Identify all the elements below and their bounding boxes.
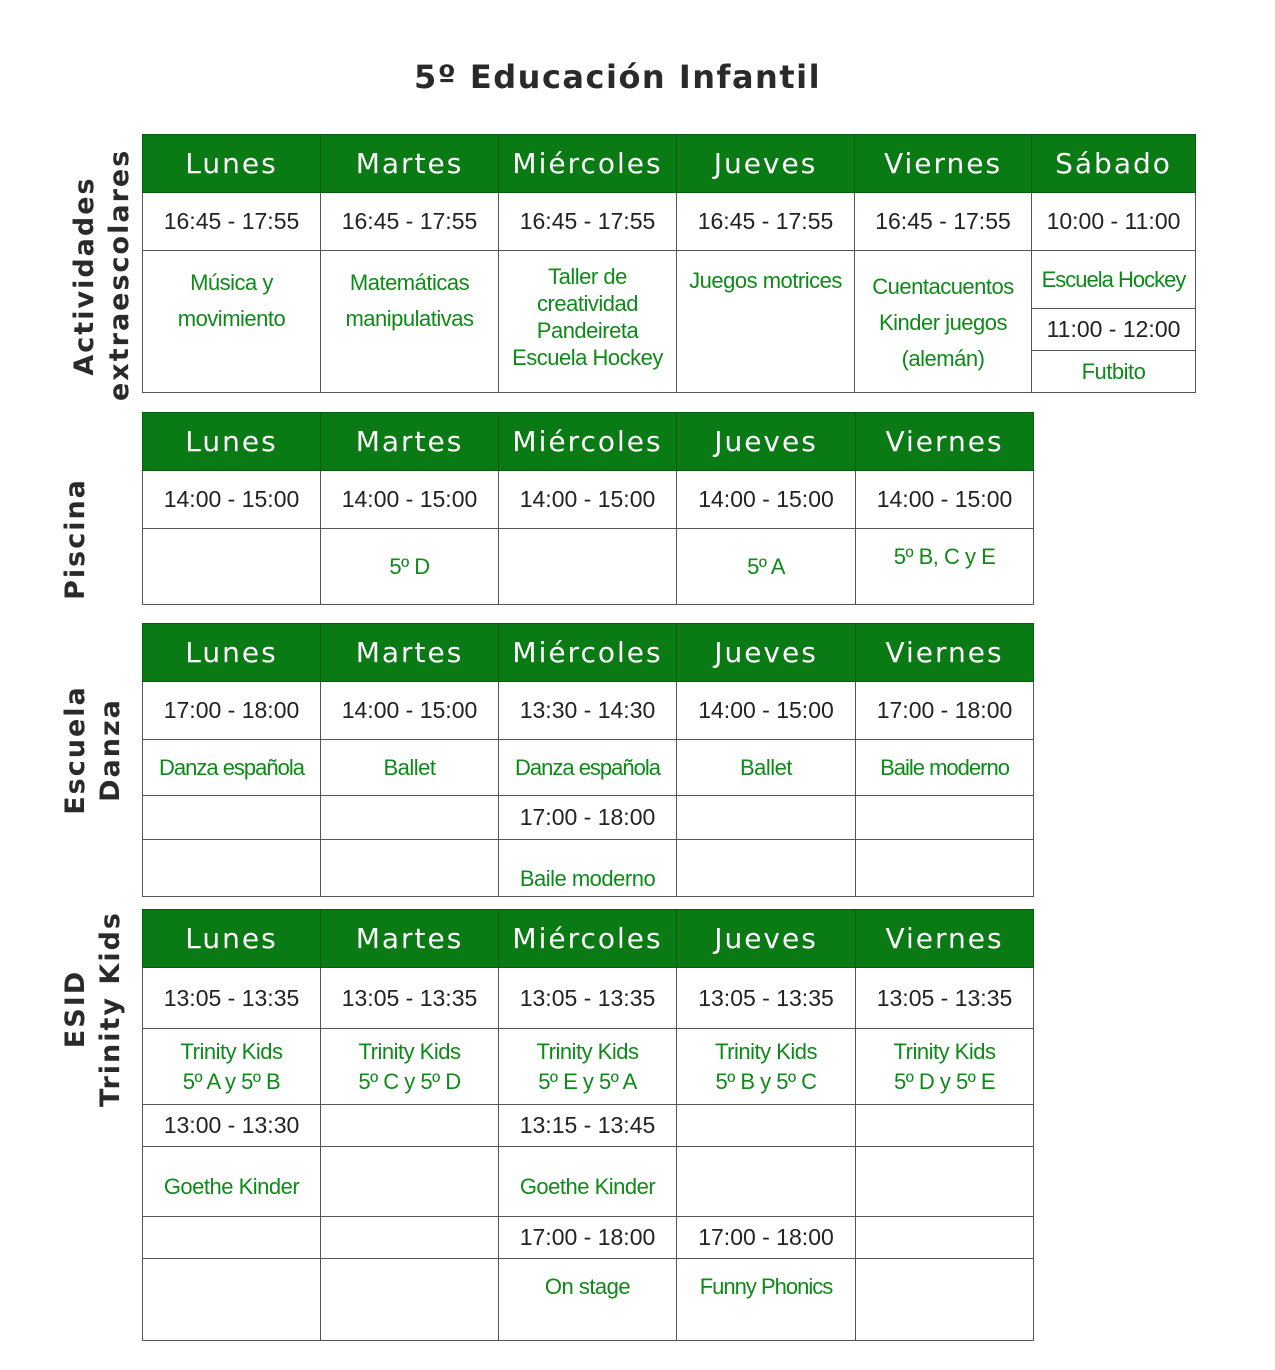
section-label-actividades: Actividades extraescolares — [69, 148, 135, 401]
activity-cell — [856, 840, 1034, 897]
header-lunes: Lunes — [143, 624, 321, 682]
time-cell — [856, 1105, 1034, 1147]
time-cell: 13:00 - 13:30 — [143, 1105, 321, 1147]
activity-cell: Funny Phonics — [677, 1259, 856, 1341]
group-cell — [143, 529, 321, 605]
time-cell: 16:45 - 17:55 — [321, 193, 499, 251]
header-miercoles: Miércoles — [499, 624, 677, 682]
header-miercoles: Miércoles — [499, 910, 677, 968]
activity-cell — [856, 1259, 1034, 1341]
time-cell: 17:00 - 18:00 — [143, 682, 321, 740]
activity-cell: Ballet — [321, 740, 499, 796]
time-cell: 16:45 - 17:55 — [143, 193, 321, 251]
header-sabado: Sábado — [1032, 135, 1196, 193]
activity-cell: Cuentacuentos Kinder juegos (alemán) — [855, 251, 1032, 393]
header-martes: Martes — [321, 413, 499, 471]
time-cell — [143, 796, 321, 840]
header-miercoles: Miércoles — [499, 413, 677, 471]
time-cell: 17:00 - 18:00 — [499, 796, 677, 840]
group-cell: 5º B, C y E — [856, 529, 1034, 605]
header-miercoles: Miércoles — [499, 135, 677, 193]
page-title: 5º Educación Infantil — [413, 58, 822, 96]
section-label-piscina: Piscina — [60, 478, 91, 600]
header-martes: Martes — [321, 624, 499, 682]
group-cell — [499, 529, 677, 605]
time-cell: 13:05 - 13:35 — [677, 968, 856, 1029]
time-cell: 13:05 - 13:35 — [143, 968, 321, 1029]
header-viernes: Viernes — [856, 910, 1034, 968]
activity-cell: Trinity Kids 5º D y 5º E — [856, 1029, 1034, 1105]
header-viernes: Viernes — [855, 135, 1032, 193]
activity-cell: Ballet — [677, 740, 856, 796]
time-cell — [321, 796, 499, 840]
time-cell: 16:45 - 17:55 — [499, 193, 677, 251]
time-cell: 13:05 - 13:35 — [856, 968, 1034, 1029]
activity-cell: Danza española — [143, 740, 321, 796]
activity-cell — [321, 1259, 499, 1341]
activity-cell — [321, 1147, 499, 1217]
activity-cell — [677, 1147, 856, 1217]
activity-cell — [677, 840, 856, 897]
header-lunes: Lunes — [143, 413, 321, 471]
activity-cell: Baile moderno — [499, 840, 677, 897]
time-cell — [856, 1217, 1034, 1259]
activity-cell: Trinity Kids 5º B y 5º C — [677, 1029, 856, 1105]
time-cell: 17:00 - 18:00 — [677, 1217, 856, 1259]
table-actividades — [142, 134, 1196, 393]
time-cell: 16:45 - 17:55 — [677, 193, 855, 251]
activity-cell: Taller de creatividad Pandeireta Escuela Hockey — [499, 251, 677, 393]
activity-cell — [143, 1259, 321, 1341]
table-esid — [142, 909, 1034, 1341]
table-danza — [142, 623, 1034, 897]
activity-cell: Matemáticas manipulativas — [321, 251, 499, 393]
activity-cell: Goethe Kinder — [499, 1147, 677, 1217]
time-cell: 13:05 - 13:35 — [321, 968, 499, 1029]
activity-cell — [321, 840, 499, 897]
time-cell: 16:45 - 17:55 — [855, 193, 1032, 251]
section-label-danza: Escuela Danza — [60, 685, 126, 815]
activity-cell: Juegos motrices — [677, 251, 855, 393]
time-cell: 17:00 - 18:00 — [499, 1217, 677, 1259]
group-cell: 5º D — [321, 529, 499, 605]
time-cell: 14:00 - 15:00 — [677, 682, 856, 740]
header-martes: Martes — [321, 135, 499, 193]
header-viernes: Viernes — [856, 413, 1034, 471]
header-jueves: Jueves — [677, 413, 856, 471]
header-jueves: Jueves — [677, 624, 856, 682]
header-viernes: Viernes — [856, 624, 1034, 682]
activity-cell: Trinity Kids 5º C y 5º D — [321, 1029, 499, 1105]
header-jueves: Jueves — [677, 135, 855, 193]
activity-cell — [856, 1147, 1034, 1217]
header-martes: Martes — [321, 910, 499, 968]
activity-cell: Baile moderno — [856, 740, 1034, 796]
time-cell — [143, 1217, 321, 1259]
time-cell — [321, 1105, 499, 1147]
activity-cell: Goethe Kinder — [143, 1147, 321, 1217]
activity-cell: Música y movimiento — [143, 251, 321, 393]
time-cell: 13:05 - 13:35 — [499, 968, 677, 1029]
time-cell — [321, 1217, 499, 1259]
time-cell: 10:00 - 11:00 — [1032, 193, 1196, 251]
time-cell: 14:00 - 15:00 — [677, 471, 856, 529]
activity-cell: Escuela Hockey — [1032, 251, 1196, 309]
time-cell — [677, 796, 856, 840]
time-cell: 13:30 - 14:30 — [499, 682, 677, 740]
table-piscina — [142, 412, 1034, 605]
activity-cell: Danza española — [499, 740, 677, 796]
activity-cell — [143, 840, 321, 897]
time-cell: 17:00 - 18:00 — [856, 682, 1034, 740]
time-cell — [856, 796, 1034, 840]
group-cell: 5º A — [677, 529, 856, 605]
header-jueves: Jueves — [677, 910, 856, 968]
time-cell: 13:15 - 13:45 — [499, 1105, 677, 1147]
time-cell: 14:00 - 15:00 — [499, 471, 677, 529]
time-cell: 14:00 - 15:00 — [143, 471, 321, 529]
activity-cell: Trinity Kids 5º A y 5º B — [143, 1029, 321, 1105]
activity-cell: On stage — [499, 1259, 677, 1341]
time-cell: 14:00 - 15:00 — [321, 682, 499, 740]
time-cell — [677, 1105, 856, 1147]
time-cell: 14:00 - 15:00 — [321, 471, 499, 529]
activity-cell: Futbito — [1032, 351, 1196, 393]
section-label-esid: ESID Trinity Kids — [60, 911, 126, 1107]
header-lunes: Lunes — [143, 135, 321, 193]
activity-cell: Trinity Kids 5º E y 5º A — [499, 1029, 677, 1105]
time-cell: 14:00 - 15:00 — [856, 471, 1034, 529]
header-lunes: Lunes — [143, 910, 321, 968]
time-cell: 11:00 - 12:00 — [1032, 309, 1196, 351]
